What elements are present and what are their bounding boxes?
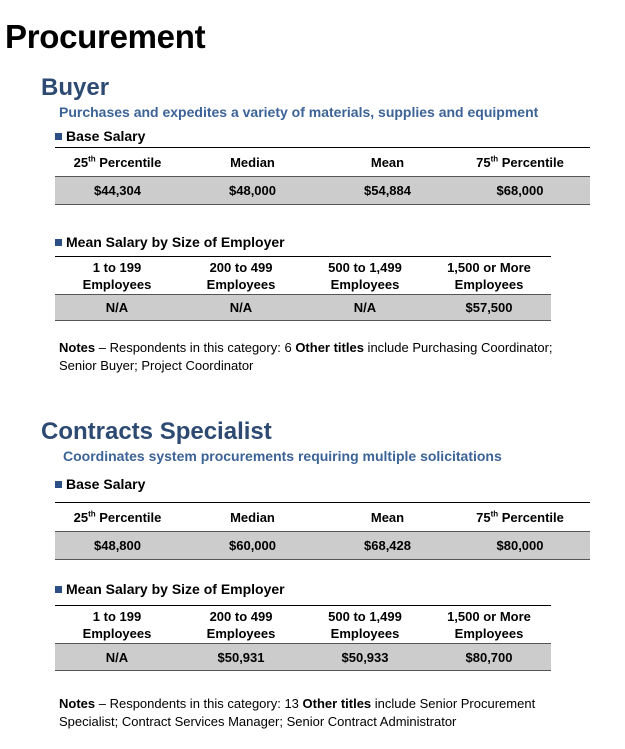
job-description-buyer: Purchases and expedites a variety of materials, supplies and equipment	[59, 104, 539, 120]
col-25th-percentile: 25th Percentile	[55, 503, 180, 532]
notes-label: Notes	[59, 340, 96, 355]
job-title-contracts-specialist: Contracts Specialist	[41, 418, 272, 445]
col-median: Median	[180, 148, 325, 177]
job-description-contracts-specialist: Coordinates system procurements requiring multiple solicitations	[63, 448, 502, 464]
base-salary-value-row	[55, 177, 590, 205]
size-salary-value-row	[55, 644, 551, 671]
base-salary-header-row	[55, 148, 590, 177]
size-salary-value-row	[55, 295, 551, 321]
value-size-1-199: N/A	[55, 644, 179, 671]
other-titles-label: Other titles	[295, 340, 364, 355]
size-salary-header-row	[55, 606, 551, 644]
bullet-square-icon	[55, 133, 62, 140]
col-75th-percentile: 75th Percentile	[450, 148, 590, 177]
size-salary-heading	[55, 234, 285, 250]
value-size-1500-plus: $57,500	[427, 295, 551, 321]
bullet-square-icon	[55, 481, 62, 488]
job-title-buyer: Buyer	[41, 74, 110, 101]
col-size-200-499: 200 to 499 Employees	[179, 606, 303, 644]
col-median: Median	[180, 503, 325, 532]
base-salary-heading-label: Base Salary	[66, 128, 146, 144]
size-salary-table	[55, 256, 551, 321]
notes-contracts-specialist: Notes – Respondents in this category: 13 Other titles include Senior Procurement Specialist; Contract Services Manager; Senior Contract Administrator	[59, 696, 536, 729]
notes-label: Notes	[59, 696, 96, 711]
col-size-1500-plus: 1,500 or More Employees	[427, 257, 551, 295]
base-salary-header-row	[55, 503, 590, 532]
col-size-1-199: 1 to 199 Employees	[55, 257, 179, 295]
col-size-1-199: 1 to 199 Employees	[55, 606, 179, 644]
page-title: Procurement	[5, 18, 206, 55]
bullet-square-icon	[55, 586, 62, 593]
base-salary-heading	[55, 128, 145, 144]
base-salary-table	[55, 147, 590, 205]
col-size-500-1499: 500 to 1,499 Employees	[303, 257, 427, 295]
size-salary-heading	[55, 581, 285, 597]
value-25th-percentile: $44,304	[55, 177, 180, 205]
size-salary-table	[55, 605, 551, 671]
notes-buyer: Notes – Respondents in this category: 6 Other titles include Purchasing Coordinator; Senior Buyer; Project Coordinator	[59, 340, 553, 373]
value-size-1-199: N/A	[55, 295, 179, 321]
value-size-200-499: $50,931	[179, 644, 303, 671]
size-salary-header-row	[55, 257, 551, 295]
value-mean: $68,428	[325, 532, 450, 560]
base-salary-heading	[55, 476, 145, 492]
value-size-200-499: N/A	[179, 295, 303, 321]
value-median: $60,000	[180, 532, 325, 560]
col-size-1500-plus: 1,500 or More Employees	[427, 606, 551, 644]
col-mean: Mean	[325, 148, 450, 177]
value-mean: $54,884	[325, 177, 450, 205]
col-25th-percentile: 25th Percentile	[55, 148, 180, 177]
value-75th-percentile: $68,000	[450, 177, 590, 205]
base-salary-table	[55, 502, 590, 560]
value-25th-percentile: $48,800	[55, 532, 180, 560]
col-mean: Mean	[325, 503, 450, 532]
value-size-1500-plus: $80,700	[427, 644, 551, 671]
col-size-500-1499: 500 to 1,499 Employees	[303, 606, 427, 644]
col-75th-percentile: 75th Percentile	[450, 503, 590, 532]
other-titles-label: Other titles	[302, 696, 372, 711]
value-size-500-1499: $50,933	[303, 644, 427, 671]
value-75th-percentile: $80,000	[450, 532, 590, 560]
base-salary-heading-label: Base Salary	[66, 476, 146, 492]
value-size-500-1499: N/A	[303, 295, 427, 321]
base-salary-value-row	[55, 532, 590, 560]
value-median: $48,000	[180, 177, 325, 205]
size-salary-heading-label: Mean Salary by Size of Employer	[66, 234, 285, 250]
size-salary-heading-label: Mean Salary by Size of Employer	[66, 581, 285, 597]
col-size-200-499: 200 to 499 Employees	[179, 257, 303, 295]
bullet-square-icon	[55, 239, 62, 246]
